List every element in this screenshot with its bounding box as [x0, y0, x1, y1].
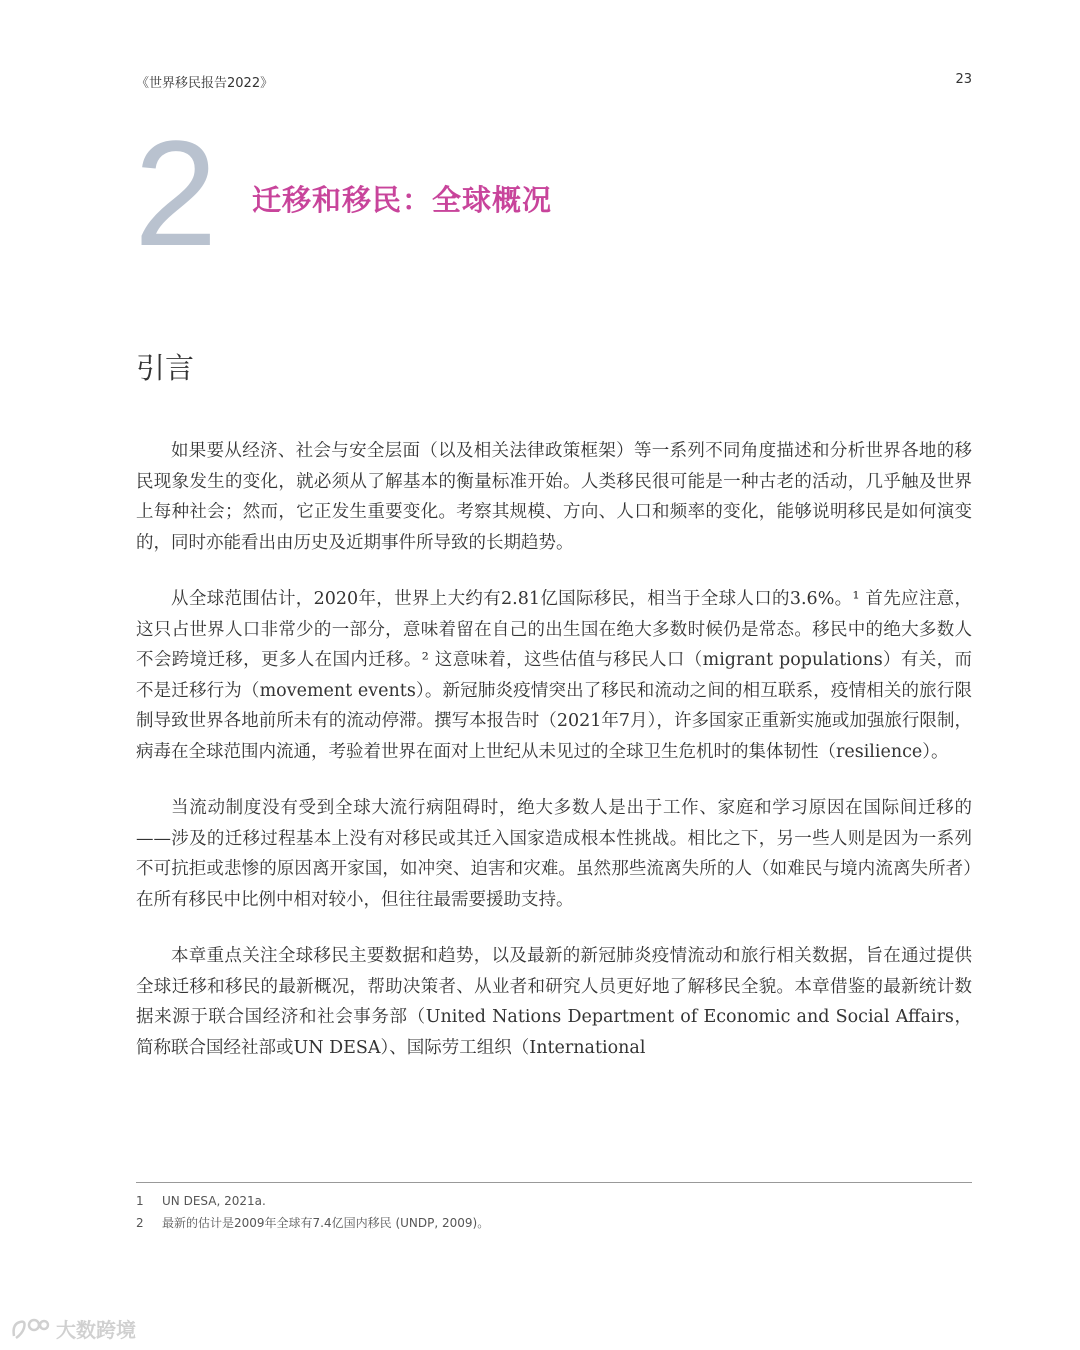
body-text: [136, 436, 972, 1089]
paragraph: 如果要从经济、社会与安全层面（以及相关法律政策框架）等一系列不同角度描述和分析世界各地的移民现象发生的变化，就必须从了解基本的衡量标准开始。人类移民很可能是一种古老的活动，几乎触及世界上每种社会；然而，它正发生重要变化。考察其规模、方向、人口和频率的变化，能够说明移民是如何演变的，同时亦能看出由历史及近期事件所导致的长期趋势。: [136, 441, 972, 553]
chapter-number: 2: [134, 109, 218, 277]
footnotes: [136, 1190, 972, 1234]
footnote-divider: [136, 1182, 972, 1183]
footnote-text: 最新的估计是2009年全球有7.4亿国内移民 (UNDP, 2009)。: [162, 1216, 490, 1230]
footnote: [136, 1190, 972, 1212]
footnote: [136, 1212, 972, 1234]
running-title: 《世界移民报告2022》: [136, 76, 274, 91]
chapter-title: 迁移和移民：全球概况: [252, 183, 553, 217]
watermark: [10, 1314, 136, 1343]
page-number: 23: [955, 72, 972, 87]
paragraph: 当流动制度没有受到全球大流行病阻碍时，绝大多数人是出于工作、家庭和学习原因在国际间迁移的——涉及的迁移过程基本上没有对移民或其迁入国家造成根本性挑战。相比之下，另一些人则是因为一系列不可抗拒或悲惨的原因离开家国，如冲突、迫害和灾难。虽然那些流离失所的人（如难民与境内流离失所者）在所有移民中比例中相对较小，但往往最需要援助支持。: [136, 798, 972, 910]
section-title: 引言: [136, 351, 195, 385]
footnote-text: UN DESA, 2021a.: [162, 1194, 266, 1208]
footnote-number: 2: [136, 1216, 144, 1230]
paragraph: 从全球范围估计，2020年，世界上大约有2.81亿国际移民，相当于全球人口的3.6%。¹ 首先应注意，这只占世界人口非常少的一部分，意味着留在自己的出生国在绝大多数时候仍是常态。移民中的绝大多数人不会跨境迁移，更多人在国内迁移。² 这意味着，这些估值与移民人口（migrant populations）有关，而不是迁移行为（movement events）。新冠肺炎疫情突出了移民和流动之间的相互联系，疫情相关的旅行限制导致世界各地前所未有的流动停滞。撰写本报告时（2021年7月），许多国家正重新实施或加强旅行限制，病毒在全球范围内流通，考验着世界在面对上世纪从未见过的全球卫生危机时的集体韧性（resilience）。: [136, 589, 972, 762]
paragraph: 本章重点关注全球移民主要数据和趋势，以及最新的新冠肺炎疫情流动和旅行相关数据，旨在通过提供全球迁移和移民的最新概况，帮助决策者、从业者和研究人员更好地了解移民全貌。本章借鉴的最新统计数据来源于联合国经济和社会事务部（United Nations Department of Economic and Social Affairs，简称联合国经社部或UN DESA）、国际劳工组织（International: [136, 946, 972, 1058]
footnote-number: 1: [136, 1194, 144, 1208]
watermark-text: 大数跨境: [56, 1318, 136, 1342]
watermark-logo-icon: [10, 1316, 50, 1342]
